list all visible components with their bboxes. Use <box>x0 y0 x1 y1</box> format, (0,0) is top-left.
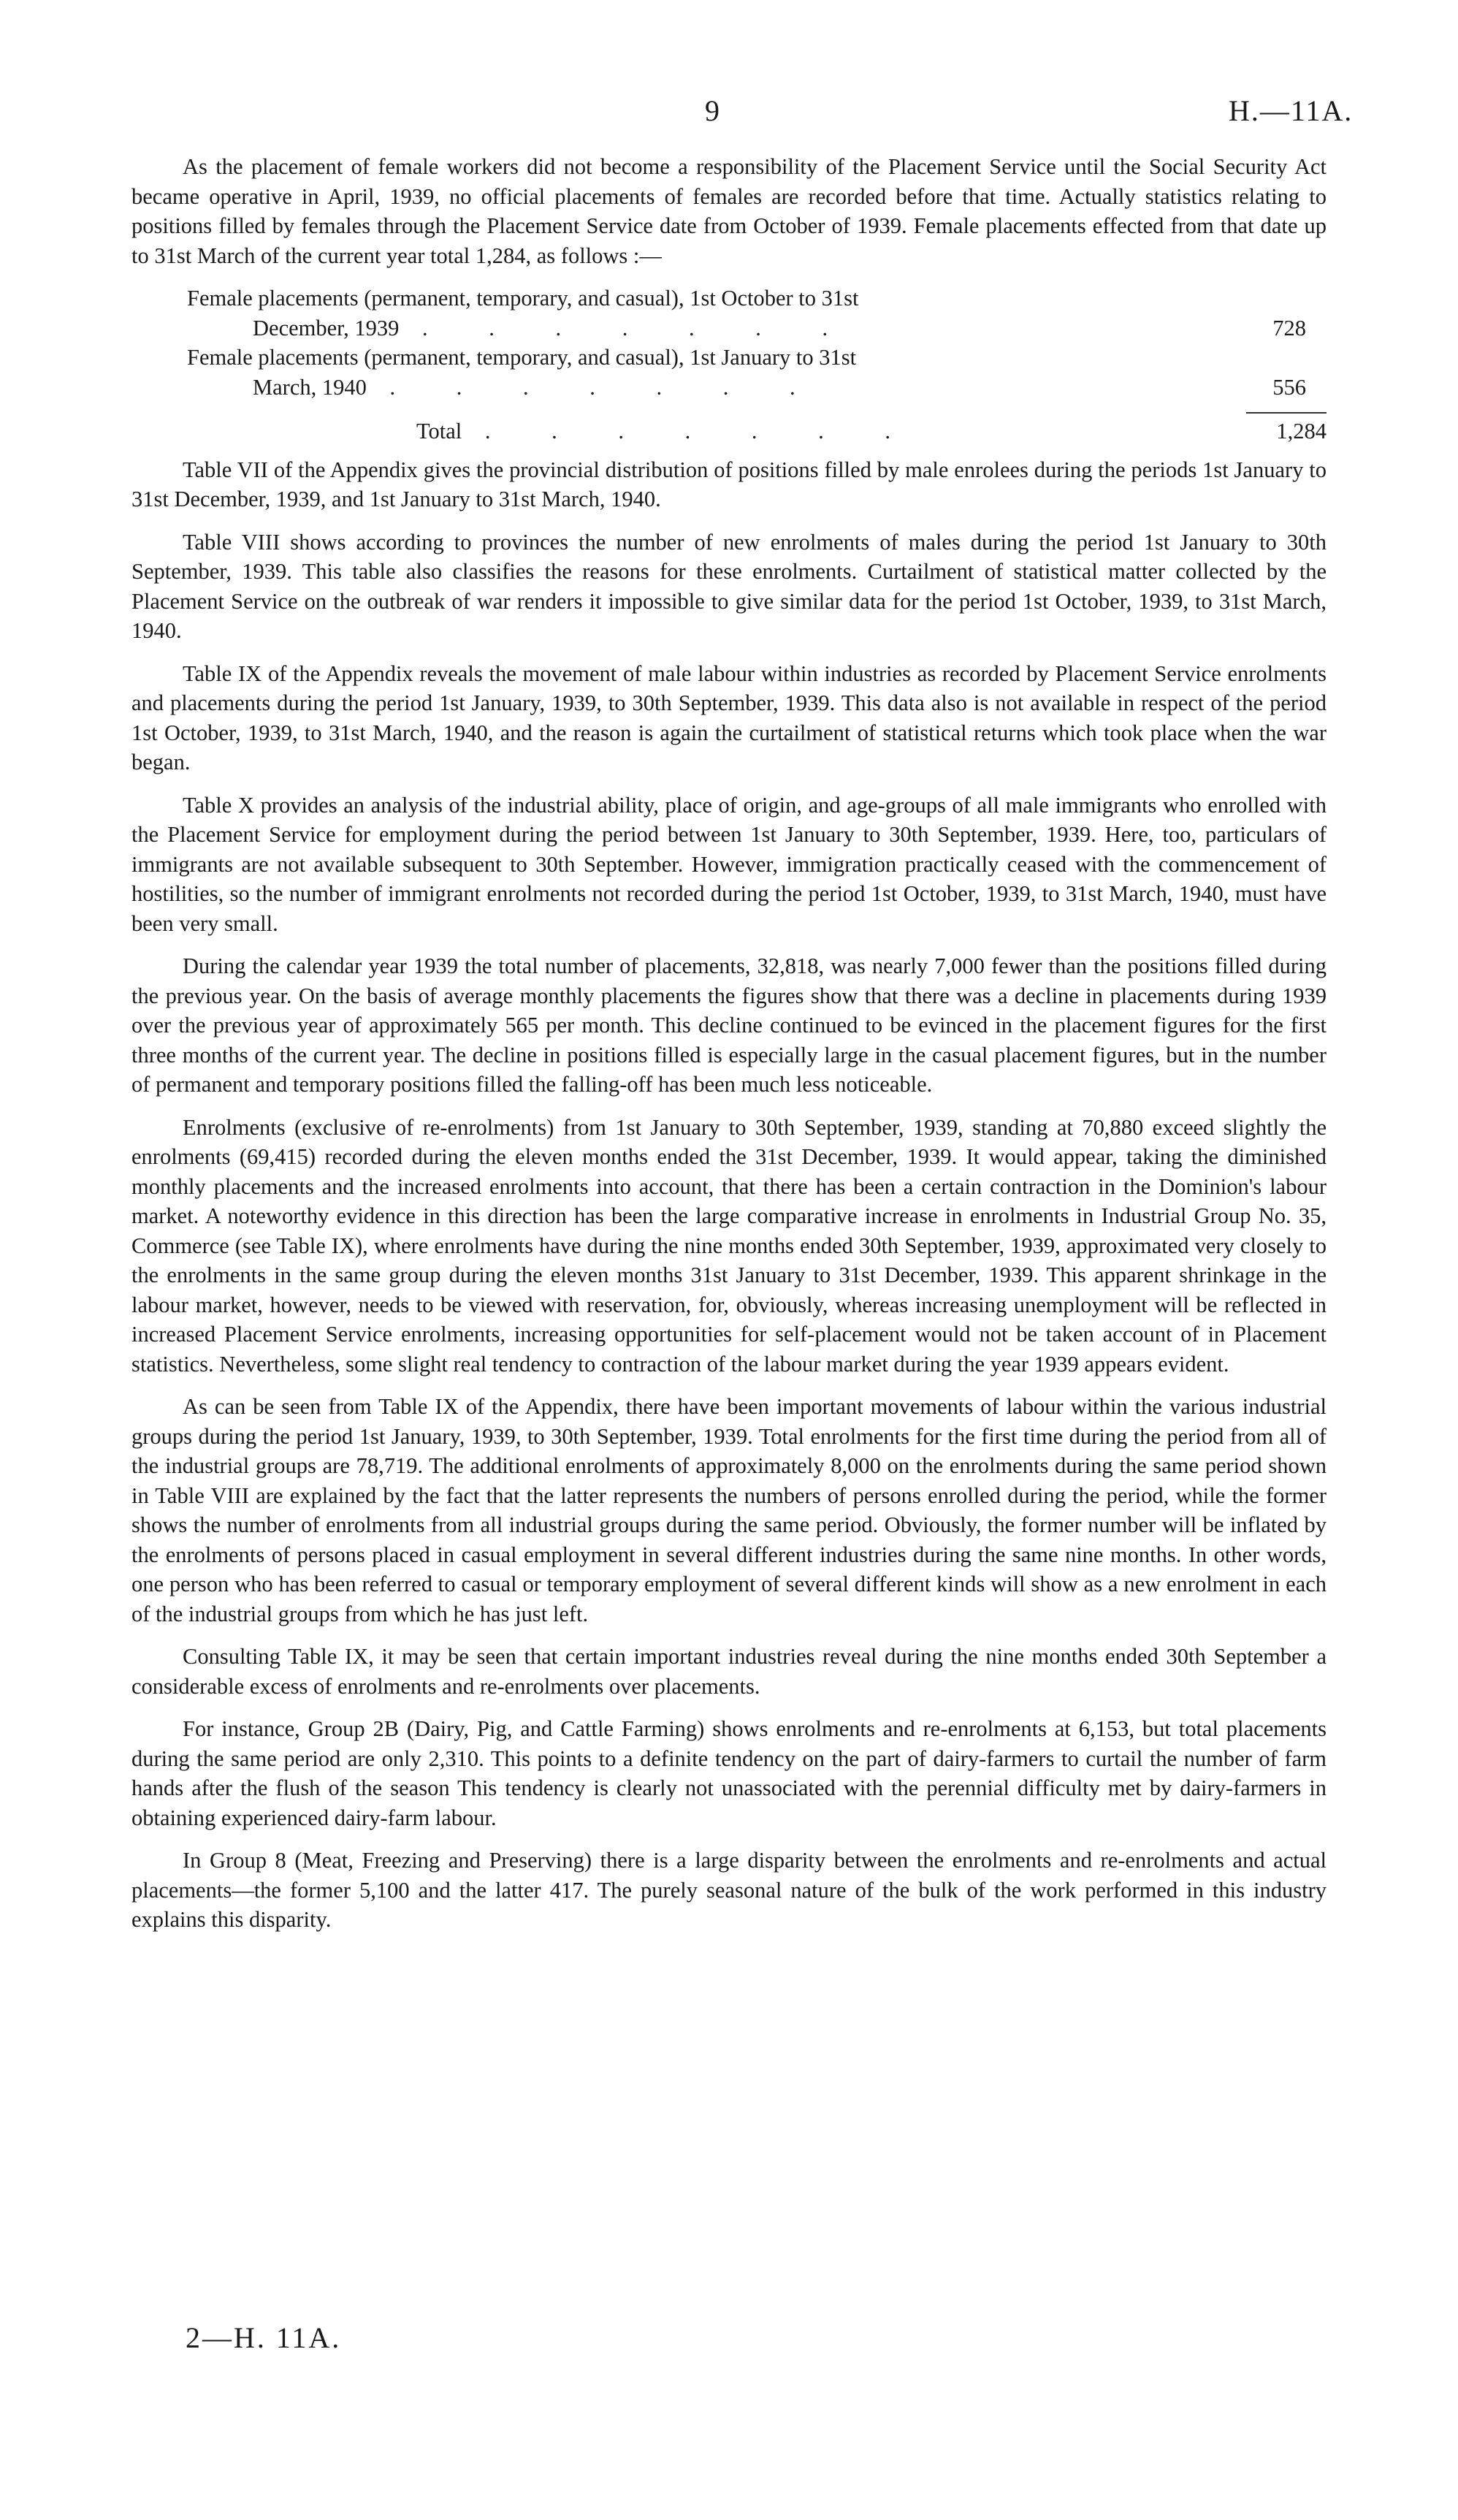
total-rule <box>1246 412 1327 414</box>
total-label: Total <box>416 419 462 444</box>
paragraph: During the calendar year 1939 the total number of placements, 32,818, was nearly 7,000 fewer than the positions filled during the previous year. On the basis of average monthly placements the figures show that there was a decline in placements during 1939 over the previous year of approximately 565 per month. This decline continued to be evinced in the placement figures for the first three months of the current year. The decline in positions filled is especially large in the casual placement figures, but in the number of permanent and temporary positions filled the falling-off has been much less noticeable. <box>131 953 1327 1097</box>
placement-row-value: 556 <box>1272 374 1306 400</box>
page-number: 9 <box>705 94 720 127</box>
document-reference: H.—11A. <box>1229 94 1354 127</box>
leader-dots: . . . . . . . <box>484 419 918 444</box>
leader-dots: . . . . . . . <box>421 315 856 340</box>
paragraph-intro: As the placement of female workers did not become a responsibility of the Placement Service until the Social Security Act became operative in April, 1939, no official placements of females are recorded before that time. Actually statistics relating to positions filled by females through the Placement Service date from October of 1939. Female placements effected from that date up to 31st March of the current year total 1,284, as follows :— <box>131 154 1327 268</box>
total-value: 1,284 <box>1276 419 1327 444</box>
paragraph: In Group 8 (Meat, Freezing and Preserving) there is a large disparity between the enrolments and re-enrolments and actual placements—the former 5,100 and the latter 417. The purely seasonal nature of the bulk of the work performed in this industry explains this disparity. <box>131 1848 1327 1932</box>
body-text <box>131 152 1327 1948</box>
paragraph: Table VII of the Appendix gives the provincial distribution of positions filled by male enrolees during the periods 1st January to 31st December, 1939, and 1st January to 31st March, 1940. <box>131 457 1327 511</box>
placement-row-label-continued: December, 1939 <box>253 315 400 340</box>
placement-row-label-continued: March, 1940 <box>253 374 367 400</box>
paragraph: Table IX of the Appendix reveals the movement of male labour within industries as recorded by Placement Service enrolments and placements during the period 1st January, 1939, to 30th September, 1939. This data also is not available in respect of the period 1st October, 1939, to 31st March, 1940, and the reason is again the curtailment of statistical returns which took place when the war began. <box>131 661 1327 774</box>
paragraph: For instance, Group 2B (Dairy, Pig, and Cattle Farming) shows enrolments and re-enrolments at 6,153, but total placements during the same period are only 2,310. This points to a definite tendency on the part of dairy-farmers to curtail the number of farm hands after the flush of the season This tendency is clearly not unassociated with the perennial difficulty met by dairy-farmers in obtaining experienced dairy-farm labour. <box>131 1716 1327 1830</box>
placement-row <box>131 283 1327 343</box>
placement-row <box>131 343 1327 402</box>
leader-dots: . . . . . . . <box>389 374 823 400</box>
paragraph: As can be seen from Table IX of the Appendix, there have been important movements of labour within the various industrial groups during the period 1st January, 1939, to 30th September, 1939. Total enrolments for the first time during the period from all of the industrial groups are 78,719. The additional enrolments of approximately 8,000 on the enrolments during the same period shown in Table VIII are explained by the fact that the latter represents the numbers of persons enrolled during the period, while the former shows the number of enrolments from all industrial groups during the same period. Obviously, the former number will be inflated by the enrolments of persons placed in casual employment in several different industries during the same nine months. In other words, one person who has been referred to casual or temporary employment of several different kinds will show as a new enrolment in each of the industrial groups from which he has just left. <box>131 1394 1327 1626</box>
placement-row-label: Female placements (permanent, temporary, and casual), 1st January to 31st <box>187 345 857 370</box>
placement-row-label: Female placements (permanent, temporary, and casual), 1st October to 31st <box>187 286 859 311</box>
paragraph: Consulting Table IX, it may be seen that certain important industries reveal during the nine months ended 30th September a considerable excess of enrolments and re-enrolments over placements. <box>131 1644 1327 1699</box>
placement-row-value: 728 <box>1272 315 1306 340</box>
paragraph: Enrolments (exclusive of re-enrolments) from 1st January to 30th September, 1939, standing at 70,880 exceed slightly the enrolments (69,415) recorded during the eleven months ended the 31st December, 1939. It would appear, taking the diminished monthly placements and the increased enrolments into account, that there has been a certain contraction in the Dominion's labour market. A noteworthy evidence in this direction has been the large comparative increase in enrolments in Industrial Group No. 35, Commerce (see Table IX), where enrolments have during the nine months ended 30th September, 1939, approximated very closely to the enrolments in the same group during the eleven months 31st January to 31st December, 1939. This apparent shrinkage in the labour market, however, needs to be viewed with reservation, for, obviously, whereas increasing unemployment will be reflected in increased Placement Service enrolments, increasing opportunities for self-placement would not be taken account of in Placement statistics. Nevertheless, some slight real tendency to contraction of the labour market during the year 1939 appears evident. <box>131 1114 1327 1377</box>
female-placements-list <box>131 283 1327 446</box>
paragraph: Table X provides an analysis of the industrial ability, place of origin, and age-groups of all male immigrants who enrolled with the Placement Service for employment during the period between 1st January to 30th September, 1939. Here, too, particulars of immigrants are not available subsequent to 30th September. However, immigration practically ceased with the commencement of hostilities, so the number of immigrant enrolments not recorded during the period 1st October, 1939, to 31st March, 1940, must have been very small. <box>131 792 1327 936</box>
total-row <box>131 416 1327 446</box>
footer-signature: 2—H. 11A. <box>186 2321 342 2354</box>
paragraph: Table VIII shows according to provinces the number of new enrolments of males during the period 1st January to 30th September, 1939. This table also classifies the reasons for these enrolments. Curtailment of statistical matter collected by the Placement Service on the outbreak of war renders it impossible to give similar data for the period 1st October, 1939, to 31st March, 1940. <box>131 529 1327 643</box>
